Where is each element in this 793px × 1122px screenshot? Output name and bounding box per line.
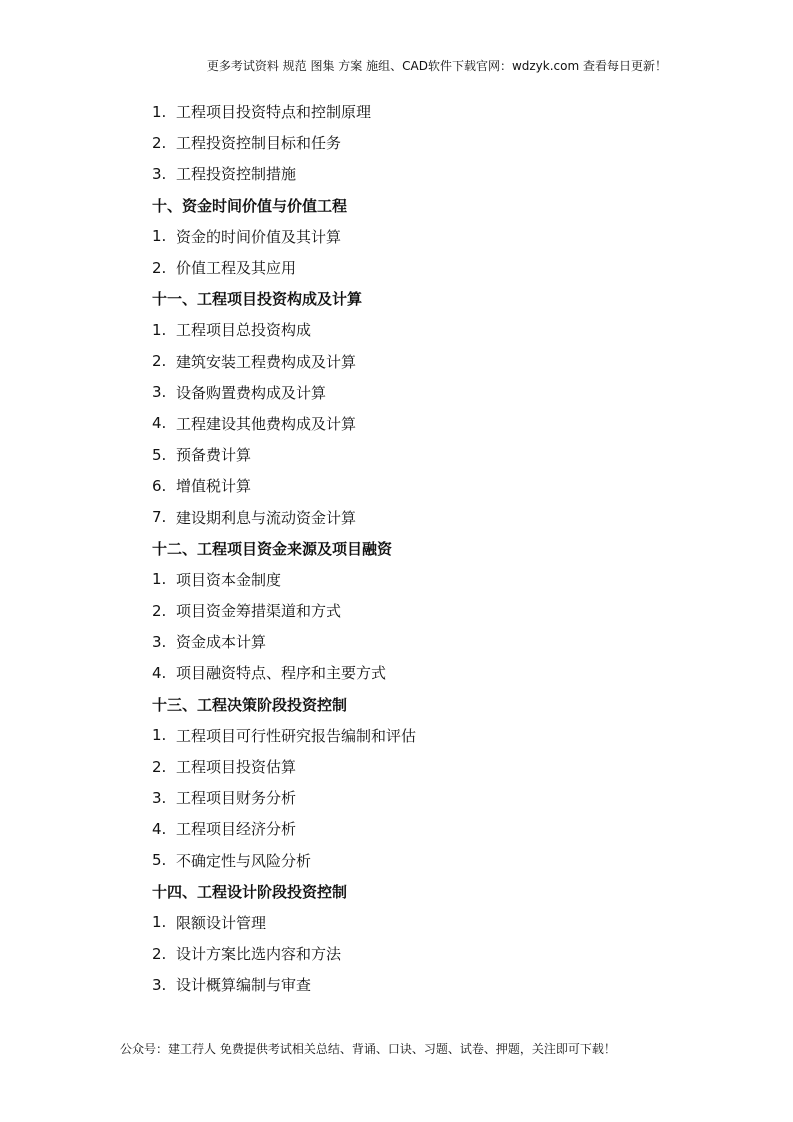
list-item: [152, 96, 712, 127]
list-item-number: 1.: [152, 102, 167, 121]
list-item-text: 不确定性与风险分析: [176, 851, 312, 870]
section-heading: 十一、工程项目投资构成及计算: [152, 290, 363, 309]
list-item: [152, 657, 712, 688]
list-item: [152, 938, 712, 969]
list-item-number: 2.: [152, 258, 167, 277]
page-header: 更多考试资料 规范 图集 方案 施组、CAD软件下载官网：wdzyk.com 查看每日更新！: [206, 59, 667, 73]
list-item: [152, 751, 712, 782]
list-item: [152, 501, 712, 532]
list-item: [152, 470, 712, 501]
list-item: [152, 252, 712, 283]
list-item-number: 1.: [152, 320, 167, 339]
list-item: [152, 626, 712, 657]
list-item-number: 1.: [152, 726, 167, 745]
list-item: [152, 720, 712, 751]
list-item: [152, 595, 712, 626]
outline-list: [152, 96, 712, 1000]
list-item-text: 建设期利息与流动资金计算: [176, 508, 357, 527]
list-item-number: 5.: [152, 445, 167, 464]
list-item-number: 7.: [152, 508, 167, 527]
list-item-text: 工程项目财务分析: [176, 789, 297, 808]
list-item-text: 增值税计算: [176, 477, 252, 496]
list-item-number: 1.: [152, 227, 167, 246]
section-heading: 十二、工程项目资金来源及项目融资: [152, 539, 393, 558]
list-item-text: 资金成本计算: [176, 633, 267, 652]
list-item: [152, 907, 712, 938]
list-item-text: 设计概算编制与审查: [176, 976, 312, 995]
list-item: [152, 408, 712, 439]
list-item-number: 1.: [152, 570, 167, 589]
list-item: [152, 782, 712, 813]
list-item: [152, 439, 712, 470]
list-item-number: 3.: [152, 632, 167, 651]
list-item-text: 工程投资控制目标和任务: [176, 134, 342, 153]
list-item-number: 2.: [152, 133, 167, 152]
list-item-number: 5.: [152, 851, 167, 870]
list-item-number: 2.: [152, 944, 167, 963]
list-item-text: 建筑安装工程费构成及计算: [176, 352, 357, 371]
list-item-number: 2.: [152, 352, 167, 371]
list-item: [152, 377, 712, 408]
list-item-number: 1.: [152, 913, 167, 932]
list-item-number: 3.: [152, 975, 167, 994]
section-heading: 十四、工程设计阶段投资控制: [152, 882, 348, 901]
list-item: [152, 127, 712, 158]
list-item: [152, 564, 712, 595]
list-item-text: 资金的时间价值及其计算: [176, 227, 342, 246]
section-heading: 十、资金时间价值与价值工程: [152, 196, 348, 215]
list-item-text: 限额设计管理: [176, 913, 267, 932]
list-item-text: 设计方案比选内容和方法: [176, 945, 342, 964]
section-heading: 十三、工程决策阶段投资控制: [152, 695, 348, 714]
list-item: [152, 845, 712, 876]
list-item: [152, 221, 712, 252]
list-item-text: 设备购置费构成及计算: [176, 383, 327, 402]
list-item-text: 价值工程及其应用: [176, 259, 297, 278]
list-item-text: 项目融资特点、程序和主要方式: [176, 664, 387, 683]
list-item-number: 4.: [152, 663, 167, 682]
list-item-number: 3.: [152, 383, 167, 402]
list-item: [152, 346, 712, 377]
list-item-text: 工程项目投资特点和控制原理: [176, 103, 372, 122]
list-item-text: 工程投资控制措施: [176, 165, 297, 184]
list-item-number: 4.: [152, 819, 167, 838]
list-item-text: 项目资本金制度: [176, 570, 282, 589]
list-item-number: 3.: [152, 788, 167, 807]
list-item-number: 6.: [152, 476, 167, 495]
list-item-number: 3.: [152, 164, 167, 183]
list-item: [152, 969, 712, 1000]
list-item: [152, 158, 712, 189]
list-item-number: 2.: [152, 601, 167, 620]
list-item: [152, 813, 712, 844]
list-item-text: 工程项目投资估算: [176, 758, 297, 777]
list-item-text: 工程项目经济分析: [176, 820, 297, 839]
list-item-text: 项目资金筹措渠道和方式: [176, 602, 342, 621]
page-footer: 公众号：建工荇人 免费提供考试相关总结、背诵、口诀、习题、试卷、押题，关注即可下载！: [120, 1042, 616, 1056]
list-item-text: 工程项目可行性研究报告编制和评估: [176, 726, 417, 745]
list-item: [152, 314, 712, 345]
list-item-number: 4.: [152, 414, 167, 433]
list-item-number: 2.: [152, 757, 167, 776]
list-item-text: 工程建设其他费构成及计算: [176, 414, 357, 433]
list-item-text: 工程项目总投资构成: [176, 321, 312, 340]
list-item-text: 预备费计算: [176, 446, 252, 465]
